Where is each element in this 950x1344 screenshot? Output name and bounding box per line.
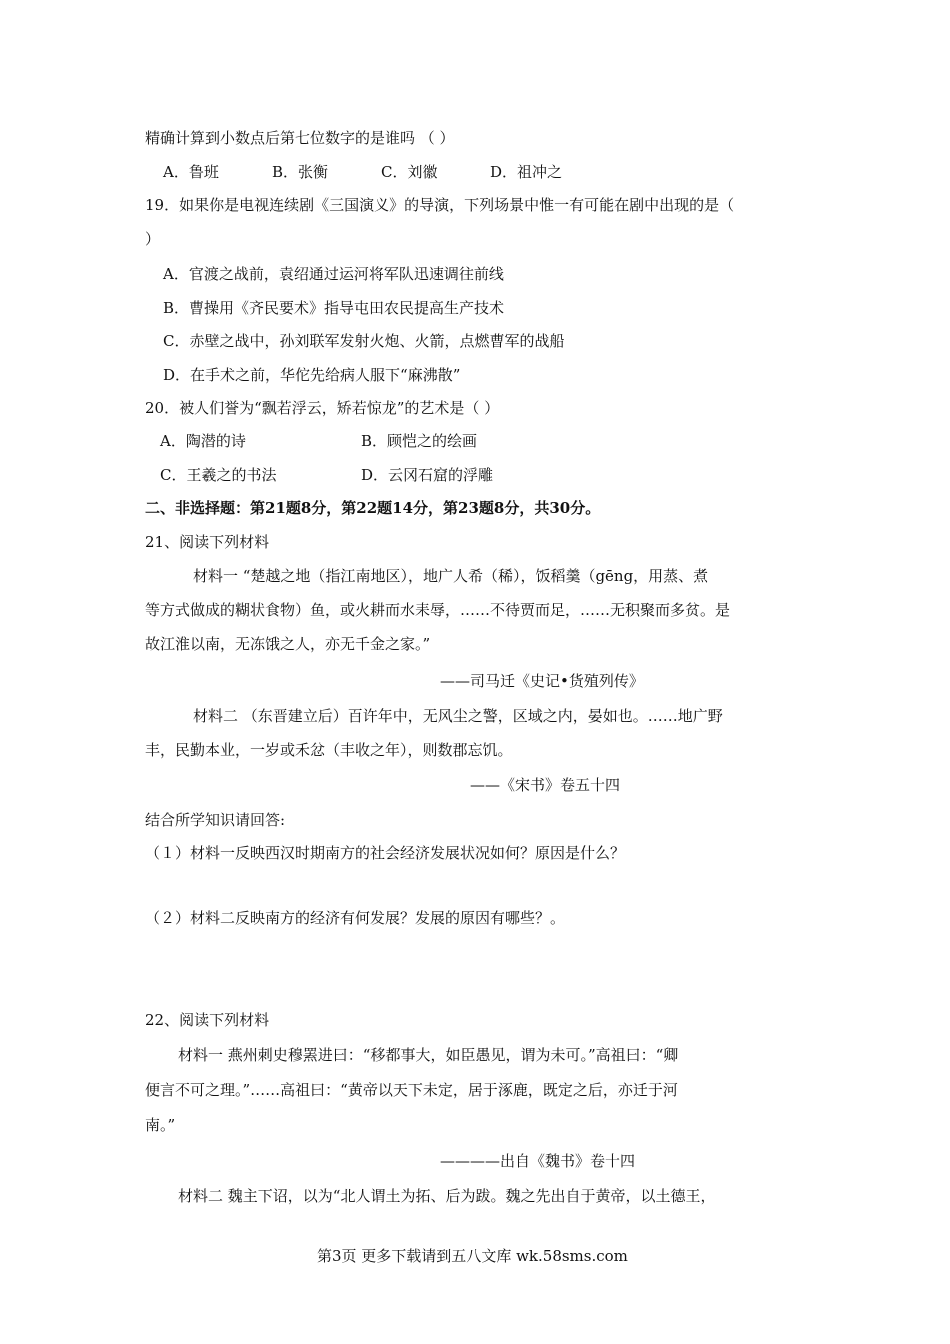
q20-option-d: D．云冈石窟的浮雕: [361, 466, 494, 484]
q19-option-a: A．官渡之战前，袁绍通过运河将军队迅速调往前线: [163, 265, 504, 283]
q21-material2-line1: 材料二 （东晋建立后）百许年中，无风尘之警，区域之内，晏如也。……地广野: [193, 707, 723, 725]
q22-material2-line1: 材料二 魏主下诏，以为“北人谓土为拓、后为跋。魏之先出自于黄帝，以土德王，: [178, 1187, 716, 1205]
q22-material1-line1: 材料一 燕州刺史穆罴进曰：“移都事大，如臣愚见，谓为未可。”高祖曰：“卿: [178, 1046, 679, 1064]
q19-stem: 19．如果你是电视连续剧《三国演义》的导演，下列场景中惟一有可能在剧中出现的是（: [145, 196, 735, 214]
q18-option-c: C．刘徽: [381, 163, 438, 181]
q21-sub-question-1: （１）材料一反映西汉时期南方的社会经济发展状况如何？原因是什么？: [145, 844, 626, 862]
q22-material1-line2: 便言不可之理。”……高祖曰：“黄帝以天下未定，居于涿鹿，既定之后，亦迁于河: [145, 1081, 678, 1099]
q18-stem: 精确计算到小数点后第七位数字的是谁吗 （ ）: [145, 129, 455, 147]
q19-option-b: B．曹操用《齐民要术》指导屯田农民提高生产技术: [163, 299, 505, 317]
q18-option-b: B．张衡: [272, 163, 329, 181]
q21-material2-line2: 丰，民勤本业，一岁或禾忿（丰收之年），则数郡忘饥。: [145, 741, 513, 759]
q22-title: 22、阅读下列材料: [145, 1011, 270, 1029]
q22-material1-source: ————出自《魏书》卷十四: [440, 1152, 636, 1170]
q21-material1-line1: 材料一 “楚越之地（指江南地区），地广人希（稀），饭稻羹（gēng，用蒸、煮: [193, 567, 709, 585]
q20-option-c: C．王羲之的书法: [160, 466, 277, 484]
q21-prompt: 结合所学知识请回答:: [145, 811, 286, 829]
q20-option-b: B．顾恺之的绘画: [361, 432, 478, 450]
q19-option-d: D．在手术之前，华佗先给病人服下“麻沸散”: [163, 366, 461, 384]
q21-material2-source: ——《宋书》卷五十四: [470, 776, 621, 794]
q21-material1-line2: 等方式做成的糊状食物）鱼，或火耕而水耒辱，……不待贾而足，……无积聚而多贫。是: [145, 601, 731, 619]
q21-sub-question-2: （２）材料二反映南方的经济有何发展？发展的原因有哪些？。: [145, 909, 566, 927]
section-heading: 二、非选择题：第21题8分，第22题14分，第23题8分，共30分。: [145, 499, 601, 517]
q21-material1-source: ——司马迁《史记•货殖列传》: [440, 672, 644, 690]
q19-stem-cont: ）: [145, 230, 161, 248]
q19-option-c: C．赤壁之战中，孙刘联军发射火炮、火箭，点燃曹军的战船: [163, 332, 565, 350]
q21-title: 21、阅读下列材料: [145, 533, 270, 551]
q18-option-d: D．祖冲之: [490, 163, 563, 181]
q22-material1-line3: 南。”: [145, 1116, 176, 1134]
q21-material1-line3: 故江淮以南，无冻饿之人，亦无千金之家。”: [145, 635, 431, 653]
q20-stem: 20．被人们誉为“飘若浮云，矫若惊龙”的艺术是（ ）: [145, 399, 500, 417]
q20-option-a: A．陶潜的诗: [160, 432, 246, 450]
page-footer: 第3页 更多下载请到五八文库 wk.58sms.com: [317, 1247, 628, 1265]
q18-option-a: A．鲁班: [163, 163, 219, 181]
